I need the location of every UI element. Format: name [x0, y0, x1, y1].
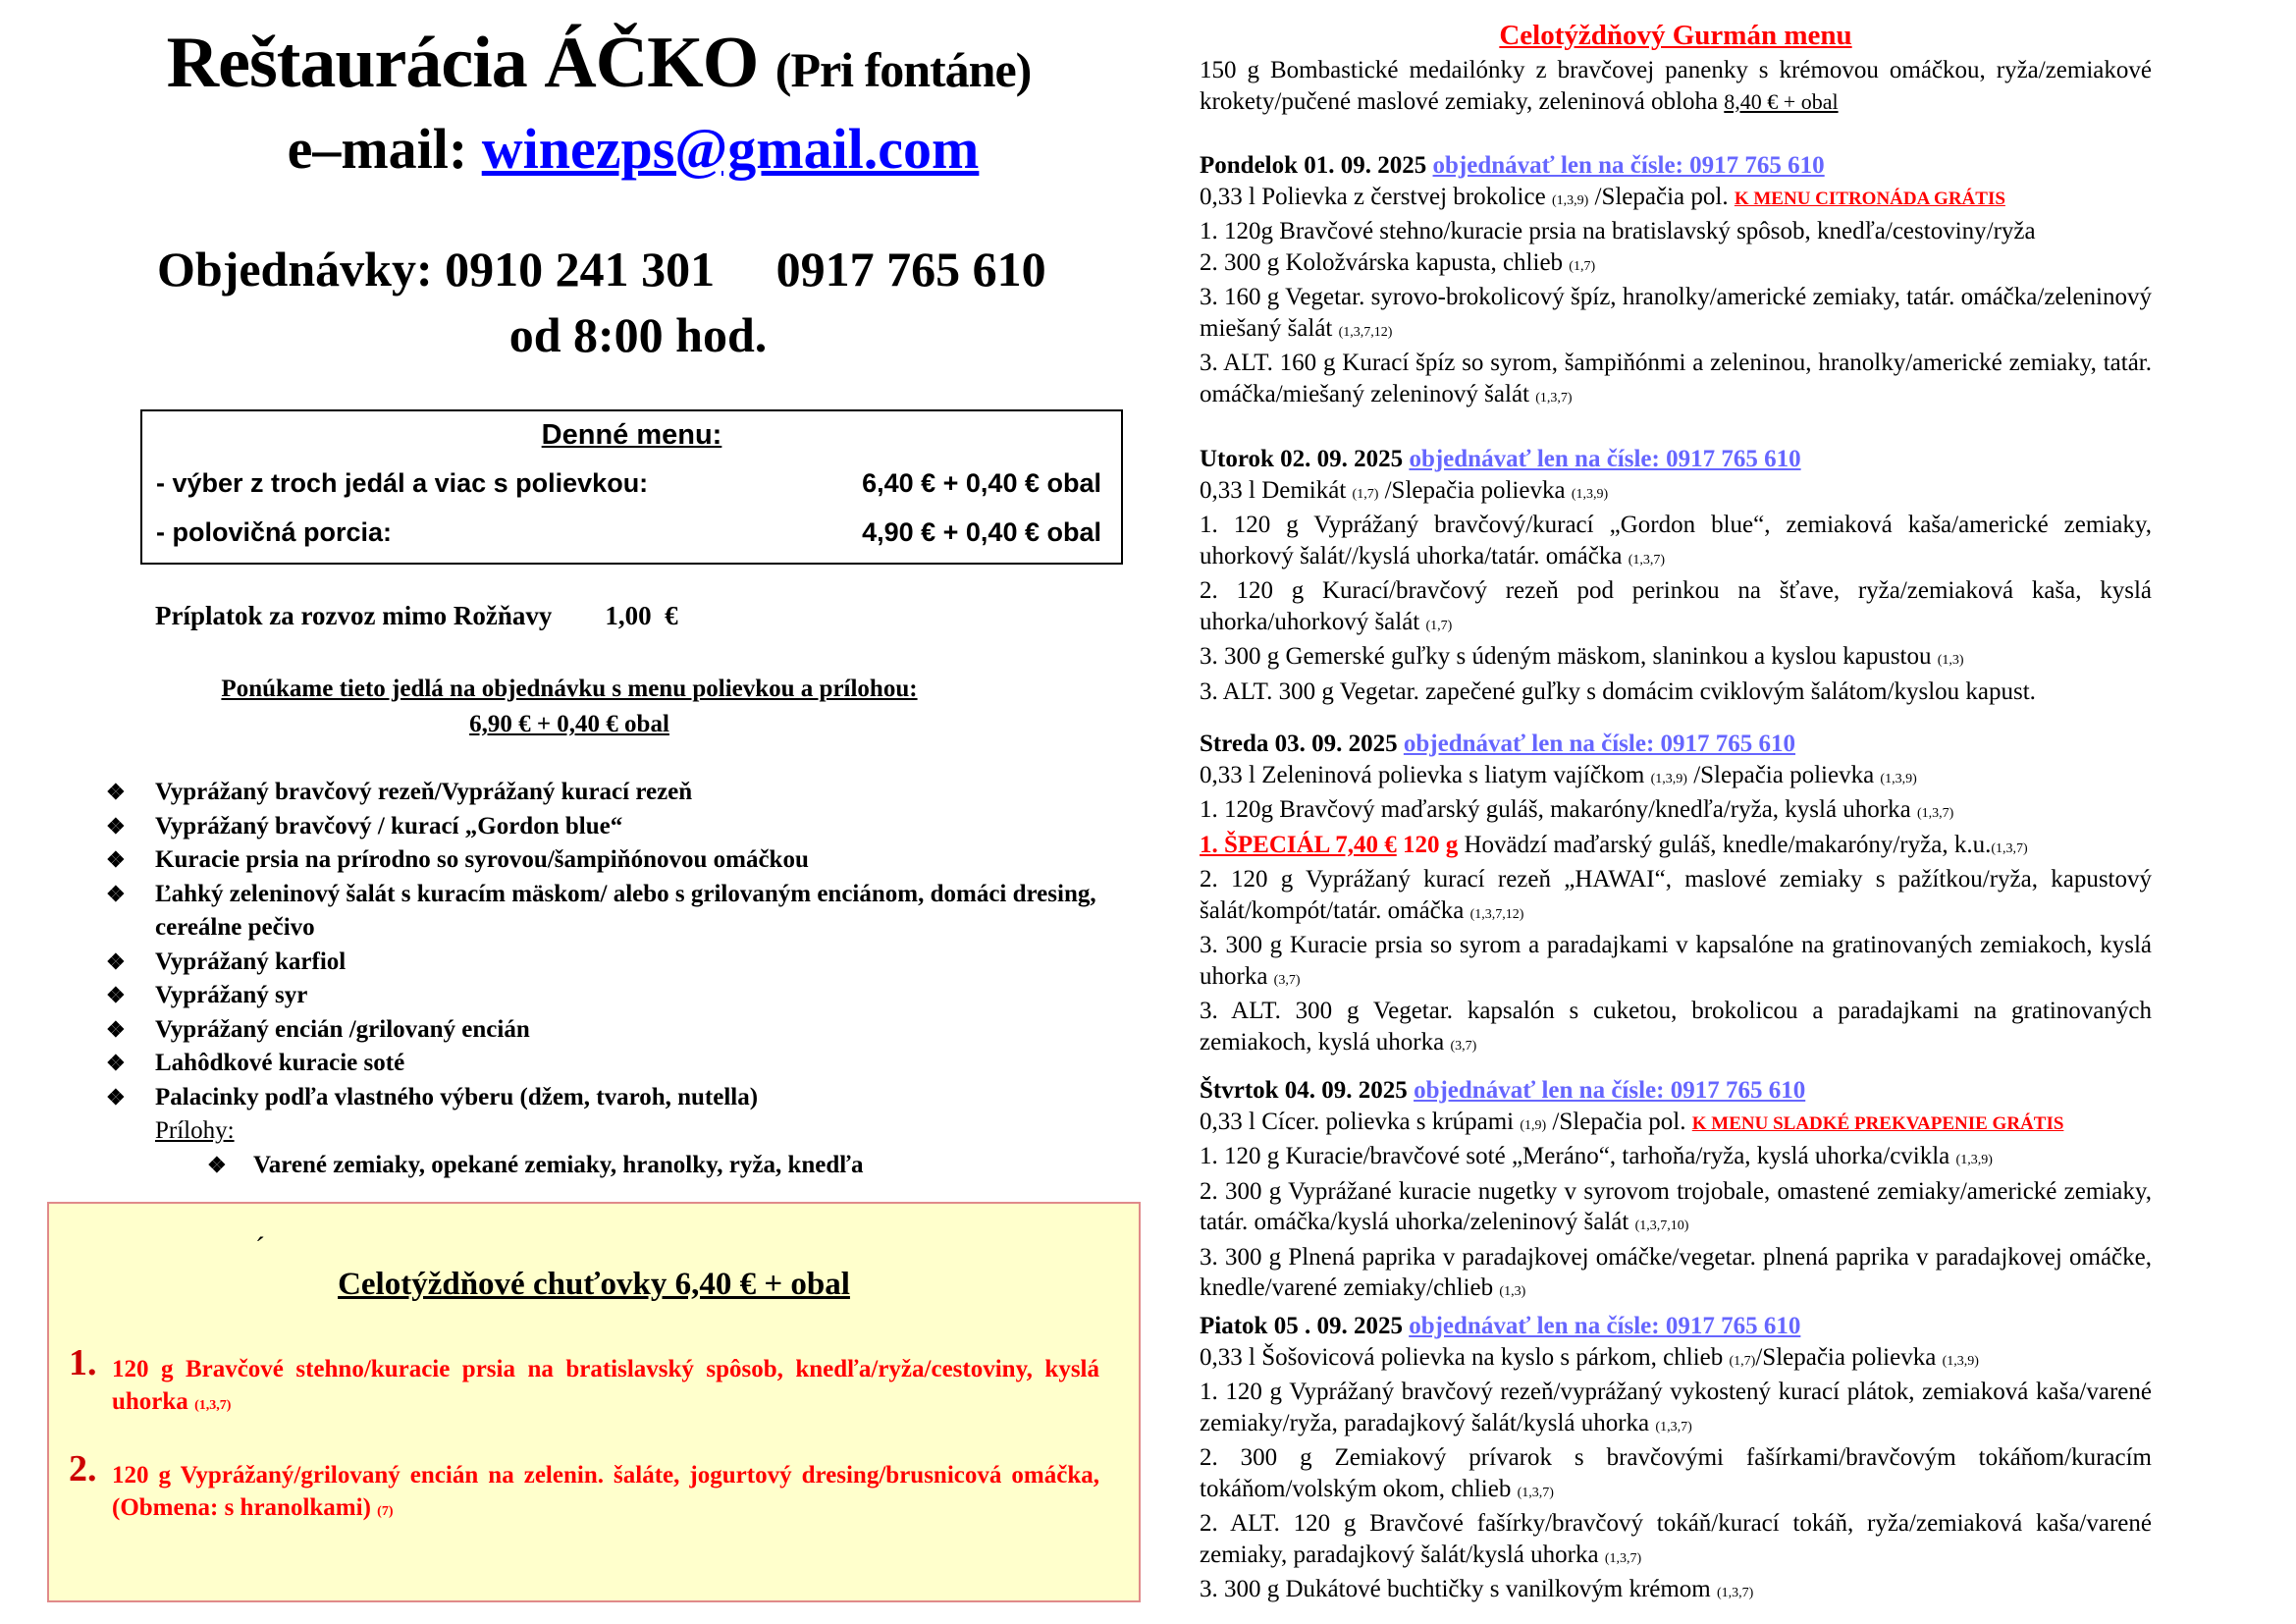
allergens: (1,3,7): [1628, 552, 1666, 568]
bullet-icon: ❖: [106, 1051, 126, 1075]
menu-item: [1200, 1377, 2152, 1442]
menu-item-text: 2. 300 g Zemiakový prívarok s bravčovými fašírkami/bravčovým tokáňom/kuracím tokáňom/volským okom, chlieb: [1200, 1444, 2152, 1502]
bullet-icon: ❖: [106, 780, 126, 804]
soup-alt: /Slepačia polievka: [1384, 476, 1566, 504]
menu-item-text: 3. ALT. 300 g Vegetar. kapsalón s cuketou, brokolicou a paradajkami na gratinovaných zemiakoch, kyslá uhorka: [1200, 998, 2152, 1056]
menu-item: 1. 120g Bravčové stehno/kuracie prsia na bratislavský spôsob, knedľa/cestoviny/ryža: [1200, 218, 2036, 244]
order-link[interactable]: objednávať len na čísle: 0917 765 610: [1403, 731, 1796, 757]
dish-name: Vyprážaný syr: [155, 982, 308, 1008]
menu-item: [1200, 1442, 2152, 1508]
dish-name: Ľahký zeleninový šalát s kuracím mäskom/ alebo s grilovaným enciánom, domáci dresing, cereálne pečivo: [155, 880, 1096, 941]
menu-item: [1200, 996, 2152, 1061]
allergens: (1,3,7,12): [1338, 324, 1393, 340]
list-item: [106, 946, 1137, 980]
list-item: [106, 1149, 1137, 1183]
menu-item-text: 3. 160 g Vegetar. syrovo-brokolicový špíz, hranolky/americké zemiaky, tatár. omáčka/zeleninový miešaný šalát: [1200, 284, 2152, 342]
email-label: e–mail:: [287, 117, 468, 181]
soup-line: [1200, 760, 2152, 795]
day-wednesday: [1200, 729, 2152, 1061]
allergens: (1,7): [1569, 258, 1596, 274]
menu-item-text: 1. 120 g Vyprážaný bravčový rezeň/vyprážaný vykostený kurací plátok, zemiaková kaša/varené zemiaky/ryža, paradajkový šalát/kyslá uhorka: [1200, 1379, 2152, 1436]
allergens: (1,3,7): [1517, 1485, 1554, 1500]
order-link[interactable]: objednávať len na čísle: 0917 765 610: [1409, 1313, 1801, 1339]
menu-item-text: 1. 120 g Vyprážaný bravčový/kurací „Gordon blue“, zemiaková kaša/americké zemiaky, uhorkový šalát//kyslá uhorka/tatár. omáčka: [1200, 512, 2152, 569]
soup-alt: /Slepačia polievka: [1693, 761, 1875, 788]
special-text: Hovädzí maďarský guláš, knedle/makaróny/ryža, k.u.: [1464, 831, 1992, 858]
list-item: [106, 979, 1137, 1013]
bullet-icon: ❖: [106, 847, 126, 872]
allergens: (3,7): [1450, 1038, 1477, 1054]
location-note: (Pri fontáne): [774, 42, 1032, 97]
day-header: [1200, 1075, 2152, 1107]
menu-item: [1200, 575, 2152, 641]
day-header: [1200, 1311, 2152, 1342]
daily-menu-row-label: - polovičná porcia:: [156, 517, 393, 547]
order-link[interactable]: objednávať len na čísle: 0917 765 610: [1432, 152, 1825, 179]
bullet-icon: ❖: [106, 1016, 126, 1042]
item-number: 1.: [69, 1342, 97, 1383]
daily-menu-row: [156, 517, 1101, 548]
allergens: (3,7): [1273, 972, 1301, 988]
allergens: (7): [377, 1504, 394, 1519]
allergens: (1,3,7): [1717, 1586, 1754, 1600]
day-header: [1200, 729, 2152, 760]
bullet-icon: ❖: [106, 983, 126, 1007]
sides-label: Prílohy:: [155, 1117, 235, 1144]
list-item: [106, 810, 1137, 844]
allergens: (1,3,7): [1535, 390, 1573, 406]
daily-menu-row-price: 4,90 € + 0,40 € obal: [862, 517, 1101, 547]
menu-item: [1200, 1176, 2152, 1242]
bullet-icon: ❖: [106, 813, 126, 839]
soup-alt: /Slepačia pol.: [1552, 1108, 1686, 1135]
weekly-snacks-title: Celotýždňové chuťovky 6,40 € + obal: [338, 1267, 850, 1302]
special-label: 1. ŠPECIÁL 7,40 €: [1200, 831, 1397, 858]
soup-line: [1200, 182, 2152, 217]
bullet-icon: ❖: [207, 1152, 227, 1177]
dish-name: Vyprážaný encián /grilovaný encián: [155, 1015, 530, 1043]
item-text: [112, 1353, 1099, 1422]
dish-name: Vyprážaný bravčový / kurací „Gordon blue“: [155, 812, 623, 839]
menu-item-text: 2. 120 g Kurací/bravčový rezeň pod perinkou na šťave, ryža/zemiaková kaša, kyslá uhorka/uhorkový šalát: [1200, 577, 2152, 635]
day-date: Pondelok 01. 09. 2025: [1200, 152, 1427, 179]
allergens: (1,3,9): [1650, 771, 1687, 786]
allergens: (1,3,9): [1880, 771, 1917, 786]
menu-item: 3. ALT. 300 g Vegetar. zapečené guľky s domácim cviklovým šalátom/kyslou kapust.: [1200, 677, 2036, 705]
menu-item: [1200, 641, 2152, 677]
allergens: (1,3,9): [1551, 192, 1589, 208]
soup: 0,33 l Cícer. polievka s krúpami: [1200, 1108, 1515, 1135]
day-date: Štvrtok 04. 09. 2025: [1200, 1077, 1408, 1104]
allergens: (1,3,7,12): [1469, 906, 1524, 922]
soup: 0,33 l Polievka z čerstvej brokolice: [1200, 183, 1546, 210]
allergens: (1,3,7): [1991, 840, 2028, 856]
tick-mark: ´: [255, 1231, 265, 1264]
order-time: od 8:00 hod.: [508, 307, 768, 362]
menu-item: [1200, 510, 2152, 575]
item-number: 2.: [69, 1448, 97, 1489]
list-item: [106, 878, 1137, 946]
list-item: [106, 1047, 1137, 1081]
menu-item-text: 3. 300 g Dukátové buchtičky s vanilkovým krémom: [1200, 1576, 1711, 1602]
gurman-title: Celotýždňový Gurmán menu: [1499, 20, 1852, 51]
gurman-price: 8,40 € + obal: [1724, 88, 1839, 114]
side-name: Varené zemiaky, opekané zemiaky, hranolky, ryža, knedľa: [253, 1151, 864, 1178]
bullet-icon: ❖: [106, 881, 126, 906]
menu-item: [1200, 1508, 2152, 1574]
daily-menu-row: [156, 468, 1101, 499]
special-item: [1200, 830, 2152, 865]
list-item: [69, 1342, 1099, 1422]
email-line: [0, 116, 1266, 182]
daily-menu-title: Denné menu:: [541, 419, 722, 451]
day-tuesday: [1200, 444, 2152, 707]
daily-menu-row-price: 6,40 € + 0,40 € obal: [862, 468, 1101, 498]
allergens: (1,3,9): [1942, 1353, 1979, 1369]
offer-price: 6,90 € + 0,40 € obal: [469, 711, 669, 737]
allergens: (1,7): [1425, 618, 1453, 633]
weekly-snacks-box: [47, 1202, 1141, 1602]
item-description: 120 g Vyprážaný/grilovaný encián na zelenin. šaláte, jogurtový dresing/brusnicová omáčka, (Obmena: s hranolkami): [112, 1462, 1099, 1521]
soup-line: [1200, 1342, 2152, 1378]
soup-alt: /Slepačia pol.: [1594, 183, 1729, 210]
special-weight: 120 g: [1402, 831, 1459, 858]
allergens: (1,3): [1937, 653, 1964, 668]
day-date: Utorok 02. 09. 2025: [1200, 446, 1404, 472]
menu-item: [1200, 348, 2152, 413]
dish-name: Kuracie prsia na prírodno so syrovou/šampiňónovou omáčkou: [155, 846, 809, 873]
offer-heading: [0, 672, 1139, 742]
menu-item-text: 1. 120g Bravčový maďarský guláš, makaróny/knedľa/ryža, kyslá uhorka: [1200, 796, 1911, 823]
soup: 0,33 l Demikát: [1200, 476, 1347, 504]
list-item: [106, 1013, 1137, 1048]
menu-item-text: 1. 120 g Kuracie/bravčové soté „Meráno“, tarhoňa/ryža, kyslá uhorka/cvikla: [1200, 1143, 1950, 1169]
allergens: (1,3,7): [194, 1398, 232, 1413]
menu-item-text: 2. ALT. 120 g Bravčové fašírky/bravčový tokáň/kurací tokáň, ryža/zemiaková kaša/varené zemiaky, paradajkový šalát/kyslá uhorka: [1200, 1510, 2152, 1568]
soup-line: [1200, 1107, 2152, 1142]
day-date: Piatok 05 . 09. 2025: [1200, 1313, 1403, 1339]
offer-line: Ponúkame tieto jedlá na objednávku s menu polievkou a prílohou:: [221, 676, 918, 702]
dish-name: Vyprážaný bravčový rezeň/Vyprážaný kurací rezeň: [155, 779, 693, 805]
menu-item: [1200, 1574, 2152, 1609]
menu-item: [1200, 247, 2152, 283]
soup: 0,33 l Zeleninová polievka s liatym vajíčkom: [1200, 761, 1645, 788]
day-header: [1200, 444, 2152, 475]
item-description: 120 g Bravčové stehno/kuracie prsia na bratislavský spôsob, knedľa/ryža/cestoviny, kyslá uhorka: [112, 1356, 1099, 1415]
allergens: (1,7): [1729, 1353, 1756, 1369]
menu-item: [1200, 864, 2152, 930]
day-monday: [1200, 150, 2152, 413]
email-link[interactable]: winezps@gmail.com: [481, 117, 980, 181]
allergens: (1,3,7): [1655, 1419, 1692, 1435]
delivery-surcharge: Príplatok za rozvoz mimo Rožňavy 1,00 €: [155, 601, 678, 630]
menu-item-text: 2. 120 g Vyprážaný kurací rezeň „HAWAI“, maslové zemiaky s pažítkou/ryža, kapustový šalát/kompót/tatár. omáčka: [1200, 866, 2152, 924]
allergens: (1,3,7): [1604, 1550, 1642, 1566]
order-phones: Objednávky: 0910 241 301 0917 765 610: [157, 242, 1046, 297]
allergens: (1,9): [1520, 1117, 1547, 1133]
allergens: (1,3,7,10): [1634, 1218, 1689, 1233]
menu-item-text: 2. 300 g Vyprážané kuracie nugetky v syrovom trojobale, omastené zemiaky/americké zemiaky, tatár. omáčka/kyslá uhorka/zeleninový šalát: [1200, 1177, 2152, 1235]
order-link[interactable]: objednávať len na čísle: 0917 765 610: [1414, 1077, 1806, 1104]
menu-item-text: 3. ALT. 160 g Kurací špíz so syrom, šampiňónmi a zeleninou, hranolky/americké zemiaky, tatár. omáčka/miešaný zeleninový šalát: [1200, 350, 2152, 407]
allergens: (1,3): [1499, 1284, 1526, 1299]
daily-menu-box: [140, 409, 1123, 565]
list-item: [106, 843, 1137, 878]
menu-item: [1200, 794, 2152, 830]
menu-item-text: 3. 300 g Gemerské guľky s údeným mäskom, slaninkou a kyslou kapustou: [1200, 643, 1932, 670]
menu-item: [1200, 1242, 2152, 1308]
promo-badge: K MENU SLADKÉ PREKVAPENIE GRÁTIS: [1691, 1112, 2064, 1134]
day-date: Streda 03. 09. 2025: [1200, 731, 1398, 757]
gurman-description: [1200, 55, 2152, 117]
daily-menu-row-label: - výber z troch jedál a viac s polievkou:: [156, 468, 649, 498]
menu-item: [1200, 1141, 2152, 1176]
gurman-text: 150 g Bombastické medailónky z bravčovej panenky s krémovou omáčkou, ryža/zemiakové krokety/pučené maslové zemiaky, zeleninová obloha: [1200, 57, 2152, 115]
promo-badge: K MENU CITRONÁDA GRÁTIS: [1734, 188, 2005, 209]
dish-name: Vyprážaný karfiol: [155, 947, 347, 975]
bullet-icon: ❖: [106, 1084, 126, 1110]
menu-item-text: 3. 300 g Plnená paprika v paradajkovej omáčke/vegetar. plnená paprika v paradajkovej omáčke, knedle/varené zemiaky/chlieb: [1200, 1243, 2152, 1301]
menu-item-text: 2. 300 g Koložvárska kapusta, chlieb: [1200, 248, 1564, 276]
order-link[interactable]: objednávať len na čísle: 0917 765 610: [1409, 446, 1801, 472]
day-thursday: [1200, 1075, 2152, 1308]
allergens: (1,3,9): [1571, 486, 1609, 502]
dish-name: Palacinky podľa vlastného výberu (džem, tvaroh, nutella): [155, 1083, 759, 1110]
bullet-icon: ❖: [106, 948, 126, 974]
list-item: [106, 1081, 1137, 1115]
soup-line: [1200, 475, 2152, 511]
allergens: (1,7): [1352, 486, 1379, 502]
allergens: (1,3,7): [1916, 806, 1954, 821]
menu-item-text: 3. 300 g Kuracie prsia so syrom a paradajkami v kapsalóne na gratinovaných zemiakoch, kyslá uhorka: [1200, 932, 2152, 990]
menu-item: [1200, 282, 2152, 348]
day-friday: [1200, 1311, 2152, 1609]
list-item: [69, 1448, 1099, 1528]
dish-list: [106, 776, 1137, 1182]
soup-alt: /Slepačia polievka: [1755, 1343, 1937, 1371]
allergens: (1,3,9): [1955, 1153, 1993, 1167]
soup: 0,33 l Šošovicová polievka na kyslo s párkom, chlieb: [1200, 1343, 1724, 1371]
list-item: [106, 776, 1137, 810]
dish-name: Lahôdkové kuracie soté: [155, 1050, 405, 1076]
restaurant-name: Reštaurácia ÁČKO: [166, 23, 759, 103]
menu-item: [1200, 930, 2152, 996]
item-text: [112, 1459, 1099, 1528]
day-header: [1200, 150, 2152, 182]
restaurant-title: [0, 22, 1198, 105]
